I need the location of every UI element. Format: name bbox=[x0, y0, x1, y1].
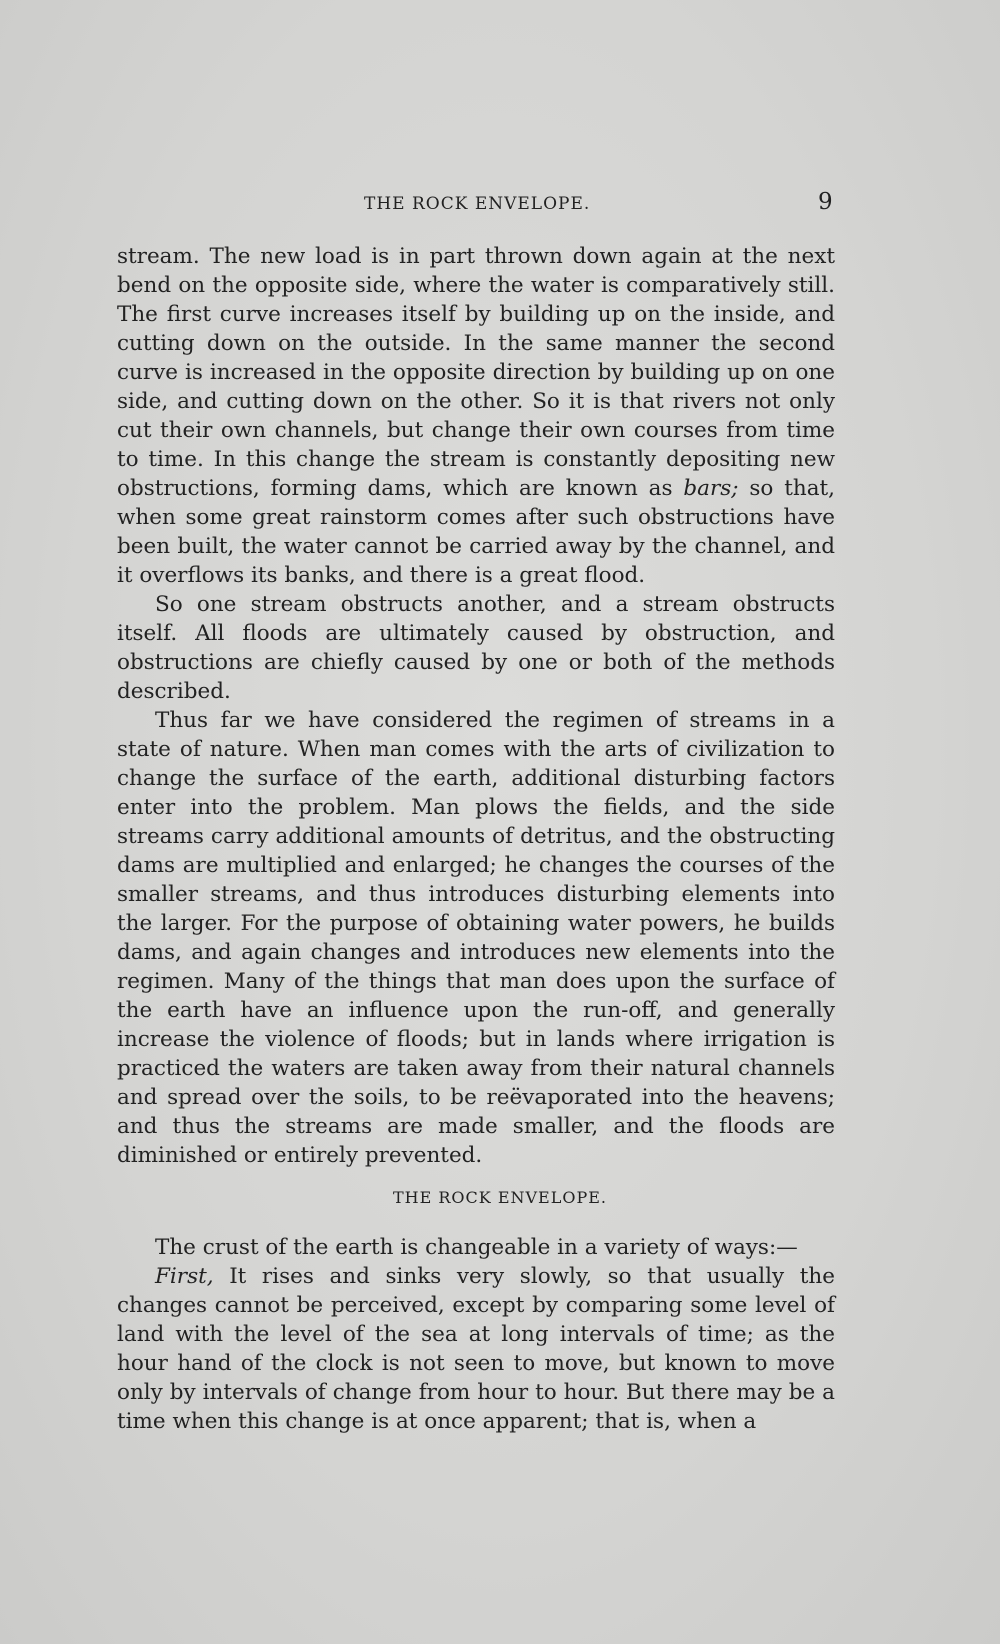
running-head-title: THE ROCK ENVELOPE. bbox=[364, 194, 591, 214]
paragraph: So one stream obstructs another, and a stream obstructs itself. All floods are ultimately caused by obstruction, and obstructions are chiefly caused by one or both of the methods described. bbox=[117, 592, 835, 704]
italic-term: bars; bbox=[683, 476, 739, 501]
body-text-lower bbox=[117, 1233, 835, 1436]
body-text-upper bbox=[117, 242, 835, 1170]
paragraph: Thus far we have considered the regimen of streams in a state of nature. When man comes with the arts of civilization to change the surface of the earth, additional disturbing factors enter into the problem. Man plows the fields, and the side streams carry additional amounts of detritus, and the obstructing dams are multiplied and enlarged; he changes the courses of the smaller streams, and thus introduces disturbing elements into the larger. For the purpose of obtaining water powers, he builds dams, and again changes and introduces new elements into the regimen. Many of the things that man does upon the surface of the earth have an influence upon the run-off, and generally increase the violence of floods; but in lands where irrigation is practiced the waters are taken away from their natural channels and spread over the soils, to be reëvaporated into the heavens; and thus the streams are made smaller, and the floods are diminished or entirely prevented. bbox=[117, 708, 835, 1168]
paragraph-continued bbox=[117, 242, 835, 590]
page-number: 9 bbox=[818, 189, 833, 215]
section-heading: THE ROCK ENVELOPE. bbox=[392, 1188, 608, 1207]
running-head bbox=[0, 189, 1000, 223]
paragraph-text: It rises and sinks very slowly, so that usually the changes cannot be perceived, except by comparing some level of land with the level of the sea at long intervals of time; as the hour hand of the clock is not seen to move, but known to move only by intervals of change from hour to hour. But there may be a time when this change is at once apparent; that is, when a bbox=[117, 1264, 835, 1434]
paragraph bbox=[117, 1262, 835, 1436]
italic-label: First, bbox=[155, 1264, 214, 1289]
paragraph-text: so that, when some great rainstorm comes after such obstructions have been built, the water cannot be carried away by the channel, and it overflows its banks, and there is a great flood. bbox=[117, 476, 835, 588]
section-intro: The crust of the earth is changeable in a variety of ways:— bbox=[155, 1235, 798, 1260]
paragraph-text: stream. The new load is in part thrown down again at the next bend on the opposite side, where the water is comparatively still. The first curve increases itself by building up on the inside, and cutting down on the outside. In the same manner the second curve is increased in the opposite direction by building up on one side, and cutting down on the other. So it is that rivers not only cut their own channels, but change their own courses from time to time. In this change the stream is constantly depositing new obstructions, forming dams, which are known as bbox=[117, 244, 835, 501]
